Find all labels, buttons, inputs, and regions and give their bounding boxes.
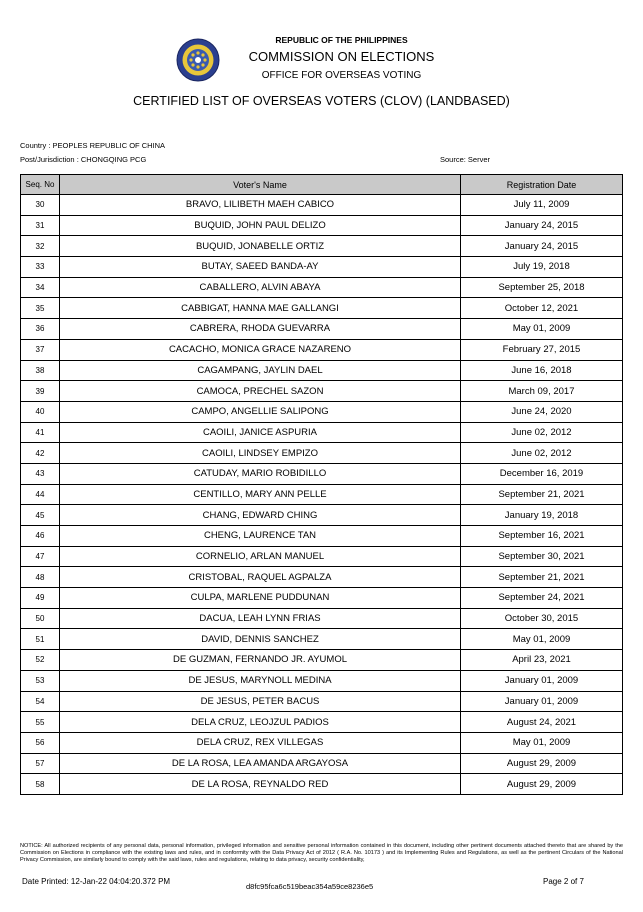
seq-cell: 39 bbox=[21, 381, 60, 402]
registration-date-cell: July 11, 2009 bbox=[461, 195, 623, 216]
voter-name-cell: DE JESUS, MARYNOLL MEDINA bbox=[60, 670, 461, 691]
seq-cell: 45 bbox=[21, 505, 60, 526]
table-row bbox=[21, 650, 623, 671]
table-row bbox=[21, 298, 623, 319]
table-row bbox=[21, 257, 623, 278]
seq-cell: 32 bbox=[21, 236, 60, 257]
voter-name-cell: CAMOCA, PRECHEL SAZON bbox=[60, 381, 461, 402]
voter-name-cell: CAOILI, LINDSEY EMPIZO bbox=[60, 443, 461, 464]
table-header-row bbox=[21, 175, 623, 195]
registration-date-cell: October 30, 2015 bbox=[461, 608, 623, 629]
registration-date-cell: June 02, 2012 bbox=[461, 422, 623, 443]
document-title: CERTIFIED LIST OF OVERSEAS VOTERS (CLOV) (LANDBASED) bbox=[133, 94, 510, 108]
table-row bbox=[21, 360, 623, 381]
seq-cell: 49 bbox=[21, 588, 60, 609]
table-row bbox=[21, 712, 623, 733]
seq-cell: 53 bbox=[21, 670, 60, 691]
registration-date-cell: December 16, 2019 bbox=[461, 463, 623, 484]
registration-date-cell: January 24, 2015 bbox=[461, 215, 623, 236]
privacy-notice: NOTICE: All authorized recipients of any personal data, personal information, privileged information and sensitive personal information contained in this document, including other pertinent documents attached thereto that are shared by the Commission on Elections in compliance with the existing laws and rules, and in conformity with the Data Privacy Act of 2012 ( R.A. No. 10173 ) and its Implementing Rules and Regulations, as well as the pertinent Circulars of the National Privacy Commission, are similarly bound to comply with the said laws, rules and regulations, relating to data privacy, security confidentiality, bbox=[20, 843, 623, 863]
registration-date-cell: May 01, 2009 bbox=[461, 629, 623, 650]
column-header-seq: Seq. No bbox=[21, 175, 60, 195]
table-row bbox=[21, 236, 623, 257]
table-row bbox=[21, 588, 623, 609]
registration-date-cell: June 24, 2020 bbox=[461, 401, 623, 422]
seq-cell: 30 bbox=[21, 195, 60, 216]
seq-cell: 55 bbox=[21, 712, 60, 733]
voter-name-cell: CABALLERO, ALVIN ABAYA bbox=[60, 277, 461, 298]
registration-date-cell: July 19, 2018 bbox=[461, 257, 623, 278]
seq-cell: 38 bbox=[21, 360, 60, 381]
seq-cell: 33 bbox=[21, 257, 60, 278]
table-row bbox=[21, 526, 623, 547]
table-row bbox=[21, 567, 623, 588]
seq-cell: 54 bbox=[21, 691, 60, 712]
voter-name-cell: DELA CRUZ, REX VILLEGAS bbox=[60, 732, 461, 753]
commission-heading: COMMISSION ON ELECTIONS bbox=[248, 49, 435, 64]
voter-name-cell: CRISTOBAL, RAQUEL AGPALZA bbox=[60, 567, 461, 588]
registration-date-cell: January 01, 2009 bbox=[461, 670, 623, 691]
registration-date-cell: September 21, 2021 bbox=[461, 484, 623, 505]
registration-date-cell: May 01, 2009 bbox=[461, 732, 623, 753]
voter-name-cell: DE JESUS, PETER BACUS bbox=[60, 691, 461, 712]
registration-date-cell: April 23, 2021 bbox=[461, 650, 623, 671]
table-row bbox=[21, 422, 623, 443]
table-row bbox=[21, 629, 623, 650]
table-row bbox=[21, 774, 623, 795]
registration-date-cell: January 01, 2009 bbox=[461, 691, 623, 712]
table-row bbox=[21, 670, 623, 691]
seq-cell: 58 bbox=[21, 774, 60, 795]
table-row bbox=[21, 484, 623, 505]
voter-name-cell: DE LA ROSA, REYNALDO RED bbox=[60, 774, 461, 795]
registration-date-cell: May 01, 2009 bbox=[461, 319, 623, 340]
table-row bbox=[21, 195, 623, 216]
page-number: Page 2 of 7 bbox=[543, 877, 584, 886]
seq-cell: 42 bbox=[21, 443, 60, 464]
seq-cell: 57 bbox=[21, 753, 60, 774]
table-row bbox=[21, 732, 623, 753]
table-row bbox=[21, 505, 623, 526]
seq-cell: 35 bbox=[21, 298, 60, 319]
voter-name-cell: CABRERA, RHODA GUEVARRA bbox=[60, 319, 461, 340]
voter-name-cell: CHANG, EDWARD CHING bbox=[60, 505, 461, 526]
voter-name-cell: CATUDAY, MARIO ROBIDILLO bbox=[60, 463, 461, 484]
seq-cell: 41 bbox=[21, 422, 60, 443]
seq-cell: 34 bbox=[21, 277, 60, 298]
table-row bbox=[21, 443, 623, 464]
table-row bbox=[21, 753, 623, 774]
registration-date-cell: September 21, 2021 bbox=[461, 567, 623, 588]
voter-name-cell: CULPA, MARLENE PUDDUNAN bbox=[60, 588, 461, 609]
seq-cell: 37 bbox=[21, 339, 60, 360]
voter-name-cell: DE GUZMAN, FERNANDO JR. AYUMOL bbox=[60, 650, 461, 671]
document-hash: d8fc95fca6c519beac354a59ce8236e5 bbox=[246, 882, 374, 891]
seq-cell: 43 bbox=[21, 463, 60, 484]
voter-name-cell: CABBIGAT, HANNA MAE GALLANGI bbox=[60, 298, 461, 319]
voter-name-cell: DACUA, LEAH LYNN FRIAS bbox=[60, 608, 461, 629]
voter-name-cell: BUTAY, SAEED BANDA-AY bbox=[60, 257, 461, 278]
voter-name-cell: CHENG, LAURENCE TAN bbox=[60, 526, 461, 547]
registration-date-cell: January 19, 2018 bbox=[461, 505, 623, 526]
voter-name-cell: DAVID, DENNIS SANCHEZ bbox=[60, 629, 461, 650]
table-row bbox=[21, 319, 623, 340]
registration-date-cell: September 24, 2021 bbox=[461, 588, 623, 609]
country-label: Country : PEOPLES REPUBLIC OF CHINA bbox=[20, 141, 166, 150]
seq-cell: 47 bbox=[21, 546, 60, 567]
source-label: Source: Server bbox=[440, 155, 491, 164]
registration-date-cell: August 24, 2021 bbox=[461, 712, 623, 733]
voter-name-cell: CAMPO, ANGELLIE SALIPONG bbox=[60, 401, 461, 422]
registration-date-cell: October 12, 2021 bbox=[461, 298, 623, 319]
registration-date-cell: June 02, 2012 bbox=[461, 443, 623, 464]
voter-name-cell: BUQUID, JOHN PAUL DELIZO bbox=[60, 215, 461, 236]
registration-date-cell: August 29, 2009 bbox=[461, 774, 623, 795]
table-row bbox=[21, 608, 623, 629]
seq-cell: 51 bbox=[21, 629, 60, 650]
registration-date-cell: March 09, 2017 bbox=[461, 381, 623, 402]
registration-date-cell: June 16, 2018 bbox=[461, 360, 623, 381]
post-jurisdiction-label: Post/Jurisdiction : CHONGQING PCG bbox=[20, 155, 147, 164]
voter-name-cell: DE LA ROSA, LEA AMANDA ARGAYOSA bbox=[60, 753, 461, 774]
voter-name-cell: CAGAMPANG, JAYLIN DAEL bbox=[60, 360, 461, 381]
seq-cell: 46 bbox=[21, 526, 60, 547]
seq-cell: 36 bbox=[21, 319, 60, 340]
voter-name-cell: CAOILI, JANICE ASPURIA bbox=[60, 422, 461, 443]
seq-cell: 50 bbox=[21, 608, 60, 629]
seq-cell: 52 bbox=[21, 650, 60, 671]
date-printed: Date Printed: 12-Jan-22 04:04:20.372 PM bbox=[22, 877, 171, 886]
voter-name-cell: BUQUID, JONABELLE ORTIZ bbox=[60, 236, 461, 257]
table-row bbox=[21, 339, 623, 360]
table-row bbox=[21, 691, 623, 712]
column-header-name: Voter's Name bbox=[60, 175, 461, 195]
registration-date-cell: September 25, 2018 bbox=[461, 277, 623, 298]
table-row bbox=[21, 401, 623, 422]
table-row bbox=[21, 381, 623, 402]
registration-date-cell: January 24, 2015 bbox=[461, 236, 623, 257]
voter-name-cell: DELA CRUZ, LEOJZUL PADIOS bbox=[60, 712, 461, 733]
table-row bbox=[21, 546, 623, 567]
seq-cell: 40 bbox=[21, 401, 60, 422]
registration-date-cell: February 27, 2015 bbox=[461, 339, 623, 360]
republic-heading: REPUBLIC OF THE PHILIPPINES bbox=[275, 35, 408, 45]
seq-cell: 44 bbox=[21, 484, 60, 505]
voters-table bbox=[20, 174, 623, 795]
table-row bbox=[21, 215, 623, 236]
table-row bbox=[21, 277, 623, 298]
table-row bbox=[21, 463, 623, 484]
registration-date-cell: August 29, 2009 bbox=[461, 753, 623, 774]
seq-cell: 48 bbox=[21, 567, 60, 588]
registration-date-cell: September 30, 2021 bbox=[461, 546, 623, 567]
voter-name-cell: CENTILLO, MARY ANN PELLE bbox=[60, 484, 461, 505]
voter-name-cell: CACACHO, MONICA GRACE NAZARENO bbox=[60, 339, 461, 360]
office-heading: OFFICE FOR OVERSEAS VOTING bbox=[261, 70, 422, 81]
voter-name-cell: BRAVO, LILIBETH MAEH CABICO bbox=[60, 195, 461, 216]
seq-cell: 56 bbox=[21, 732, 60, 753]
registration-date-cell: September 16, 2021 bbox=[461, 526, 623, 547]
column-header-date: Registration Date bbox=[461, 175, 623, 195]
seq-cell: 31 bbox=[21, 215, 60, 236]
voter-name-cell: CORNELIO, ARLAN MANUEL bbox=[60, 546, 461, 567]
